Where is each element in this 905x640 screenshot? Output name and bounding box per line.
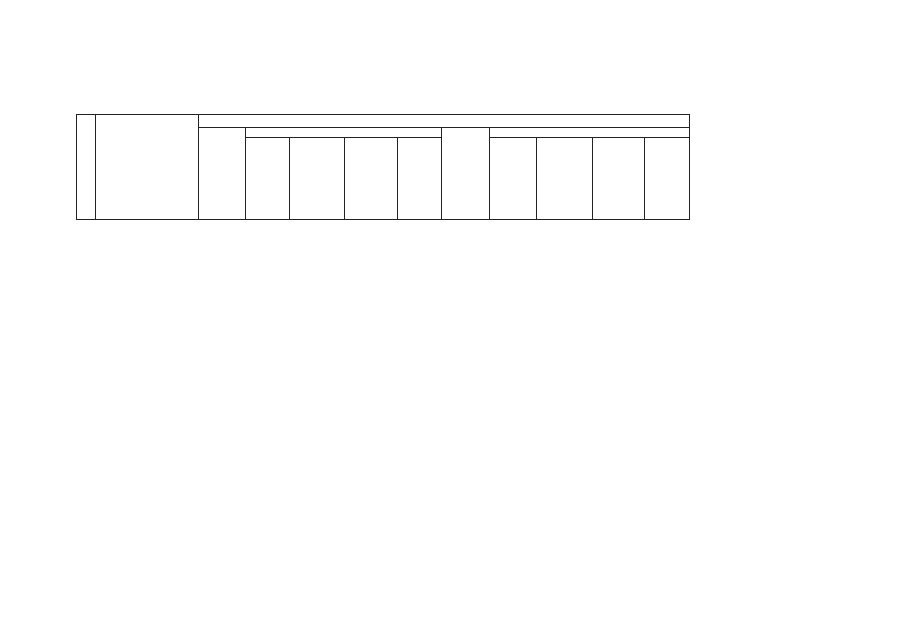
header-year-2018 bbox=[198, 128, 245, 220]
subvention-table bbox=[76, 114, 690, 220]
header-name bbox=[96, 115, 199, 220]
header-veterans-2019 bbox=[490, 138, 537, 220]
header-rehab-2019 bbox=[537, 138, 593, 220]
header-other-2019 bbox=[645, 138, 690, 220]
header-rehab-2018 bbox=[289, 138, 345, 220]
header-large-families-2019 bbox=[592, 138, 644, 220]
header-veterans-2018 bbox=[245, 138, 289, 220]
header-other-2018 bbox=[398, 138, 442, 220]
header-large-families-2018 bbox=[345, 138, 398, 220]
header-incl-2019 bbox=[490, 128, 690, 138]
header-year-2019 bbox=[442, 128, 490, 220]
header-summa bbox=[198, 115, 689, 128]
header-incl-2018 bbox=[245, 128, 441, 138]
header-num bbox=[77, 115, 96, 220]
